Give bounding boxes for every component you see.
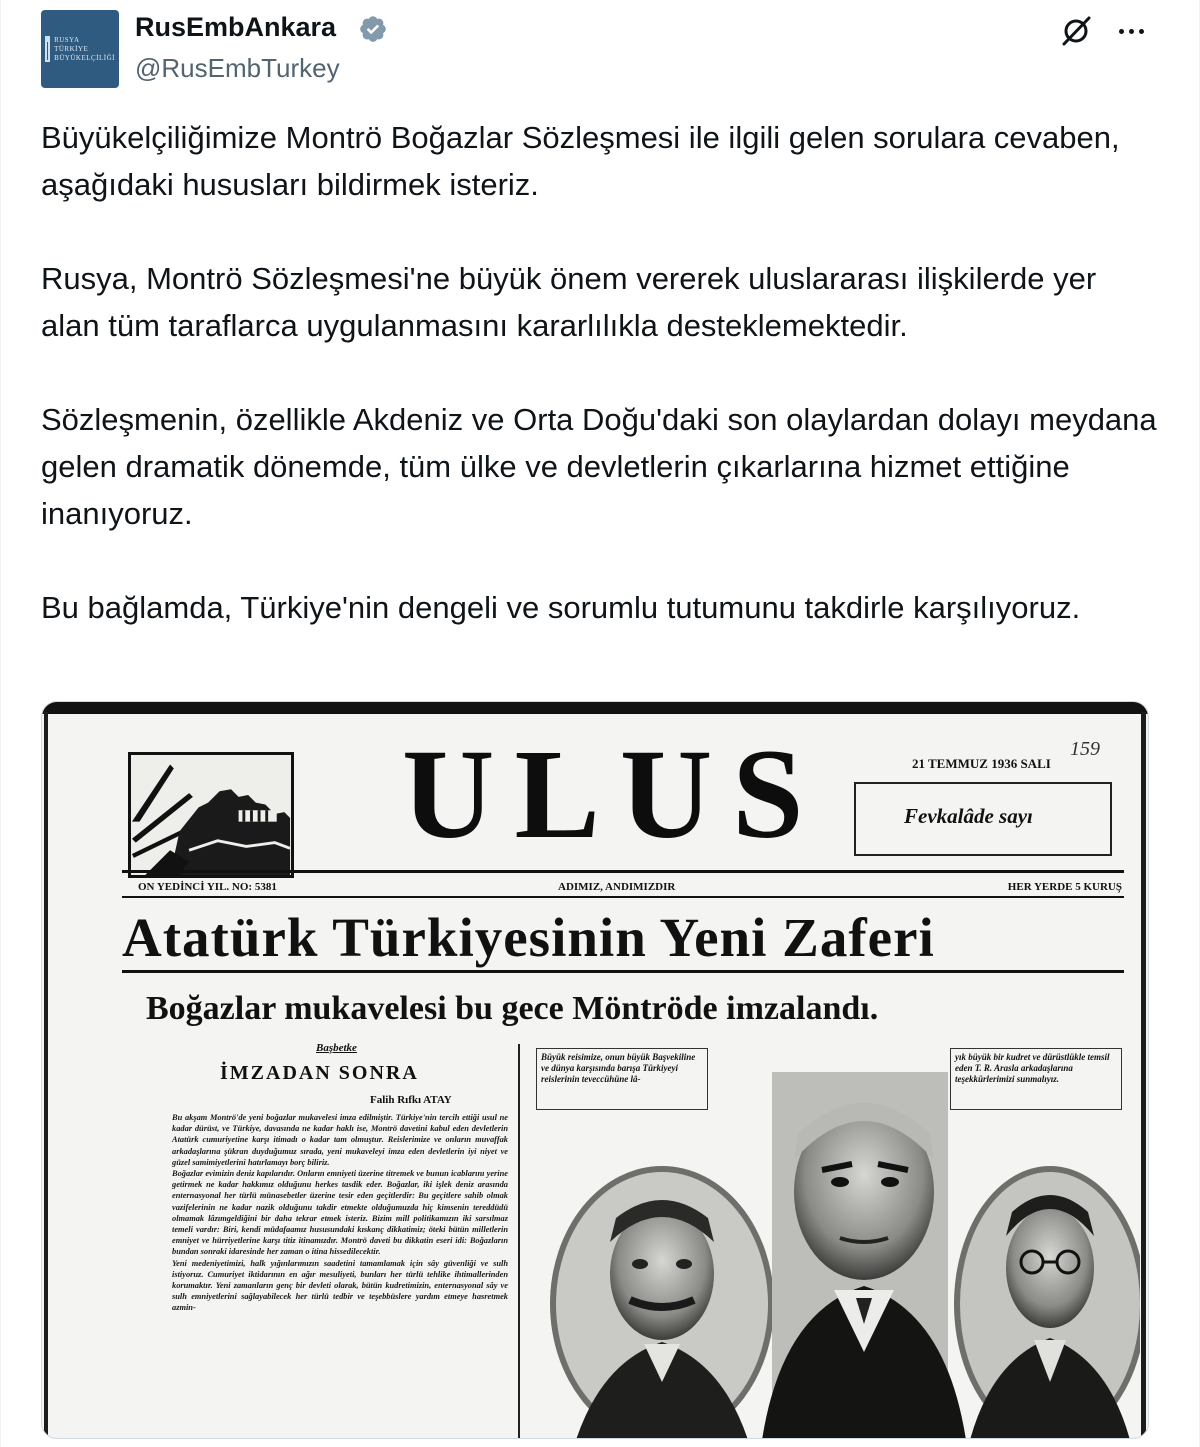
newspaper-edge	[42, 702, 1149, 714]
verified-badge-icon[interactable]	[358, 14, 388, 44]
newspaper-page	[42, 702, 1149, 1439]
more-icon[interactable]	[1111, 14, 1151, 48]
newspaper-masthead: ULUS	[402, 723, 824, 865]
tweet-paragraph-3: Sözleşmenin, özellikle Akdeniz ve Orta Doğu'daki son olaylardan dolayı meydana gelen dramatik dönemde, tüm ülke ve devletlerin çıkarlarına hizmet ettiğine inanıyoruz.	[41, 402, 1157, 531]
newspaper-page-number: 159	[1070, 738, 1100, 760]
display-name[interactable]: RusEmbAnkara	[135, 12, 337, 42]
newspaper-subheadline: Boğazlar mukavelesi bu gece Möntröde imzalandı.	[146, 990, 879, 1027]
more-dot	[1139, 29, 1144, 34]
newspaper-headline: Atatürk Türkiyesinin Yeni Zaferi	[122, 907, 935, 968]
special-edition-label: Fevkalâde sayı	[904, 804, 1033, 828]
handle[interactable]: @RusEmbTurkey	[135, 53, 340, 83]
article-paragraph: Yeni medeniyetimizi, halk yığınlarımızın saadetini tamamlamak için sây güvenliği ve sulh istiyoruz. Cumuriyet iktidarının en ağır mesuliyeti, bunları her türlü tehlike ihtimallerinden korumaktır. Yeni zamanların genç bir devleti olarak, bütün kudretimizin, enternasyonal sây ve sulh emniyetlerini sağlayabilecek her türlü tedbir ve teşebbüslere yardım etmeye hasretmek azmin-	[172, 1258, 508, 1313]
article-author: Falih Rıfkı ATAY	[370, 1094, 452, 1106]
tweet-paragraph-4: Bu bağlamda, Türkiye'nin dengeli ve sorumlu tutumunu takdirle karşılıyoruz.	[41, 590, 1081, 625]
tweet-paragraph-2: Rusya, Montrö Sözleşmesi'ne büyük önem vererek uluslararası ilişkilerde yer alan tüm taraflarca uygulanmasını kararlılıkla desteklemektedir.	[41, 261, 1097, 343]
newspaper-edge	[44, 712, 48, 1439]
newspaper-info-bar	[122, 878, 1124, 896]
article-paragraph: Boğazlar evimizin deniz kapılarıdır. Onların emniyeti üzerine titremek ve bunun icablarını yerine getirmek ne kadar hakkımız olduğunu herkes tasdik eder. Boğazlar, iki işlek deniz arasında enternasyonal her türlü münasebetler üzerine tesir eden geçitlerdir: Bu geçitlere sahib olmak vazifelerinin ne kadar nazik olduğunu takdir etmekte olduğumuzda hiç kimsenin tereddüdü olmamak lâzımgeldiğini bir daha tekrar etmek isteriz. Bizim mill politikamızın iki sarsılmaz temeli vardır: Biri, kendi müdafaamız hususundaki kıskanç dikkatimiz; öteki bütün milletlerin emniyet ve hürriyetlerine karşı titiz itinamızdır. Montrö daveti bu dikkatin eseri idi: Boğazların bundan sonraki idaresinde her zaman o itina hissedilecektir.	[172, 1169, 508, 1257]
article-paragraph: Bu akşam Montrö'de yeni boğazlar mukavelesi imza edilmiştir. Türkiye'nin tercih ettiği usul ne kadar dürüst, ve Türkiye, davasında ne kadar haklı ise, Montrö davetini kabul eden devletlerin Atatürk cumuriyetine karşı itimadı o kadar tam olmuştur. Reislerimize ve onların muvaffak arkadaşlarına şükran duyduğumuz sırada, yeni mukaveleyi imza eden devletlerin iyi niyet ve güzel samimiyetlerini hatırlamayı borç biliriz.	[172, 1113, 508, 1167]
more-dot	[1119, 29, 1124, 34]
issue-number: ON YEDİNCİ YIL. NO: 5381	[138, 881, 277, 893]
avatar-line-1: RUSYA	[54, 35, 80, 44]
avatar-text	[54, 36, 115, 63]
photo-caption-right: yık büyük bir kudret ve dürüstlükle temsil eden T. R. Arasla arkadaşlarına teşekkürlerimizi sunmalıyız.	[950, 1048, 1122, 1110]
ankara-castle-logo	[128, 752, 294, 878]
photo-caption-left: Büyük reisimize, onun büyük Başvekiline ve dünya karşısında barışa Türkiyeyi reislerinin teveccühüne lâ-	[536, 1048, 708, 1110]
tweet-paragraph-1: Büyükelçiliğimize Montrö Boğazlar Sözleşmesi ile ilgili gelen sorulara cevaben, aşağıdaki hususları bildirmek isteriz.	[41, 120, 1120, 202]
newspaper-edge	[1141, 712, 1146, 1439]
avatar-line-2: TÜRKİYE	[54, 44, 89, 53]
grok-icon[interactable]	[1059, 14, 1093, 48]
newspaper-date: 21 TEMMUZ 1936 SALI	[912, 756, 1051, 771]
article-tag: Başbetke	[316, 1042, 357, 1054]
avatar-line-3: BÜYÜKELÇİLİĞİ	[54, 53, 115, 62]
rule	[122, 870, 1124, 873]
article-title: İMZADAN SONRA	[220, 1062, 419, 1084]
tweet-text	[41, 114, 1161, 678]
more-dot	[1129, 29, 1134, 34]
rule	[122, 896, 1124, 898]
column-divider	[518, 1044, 520, 1439]
embassy-building-icon	[45, 36, 50, 62]
motto: ADIMIZ, ANDIMIZDIR	[558, 881, 676, 893]
tweet-media-image[interactable]	[41, 701, 1149, 1439]
price: HER YERDE 5 KURUŞ	[1007, 881, 1122, 893]
avatar[interactable]	[41, 10, 119, 88]
rule	[122, 970, 1124, 973]
avatar-emblem	[45, 29, 115, 69]
special-edition-box	[854, 782, 1112, 856]
article-body	[172, 1112, 508, 1314]
